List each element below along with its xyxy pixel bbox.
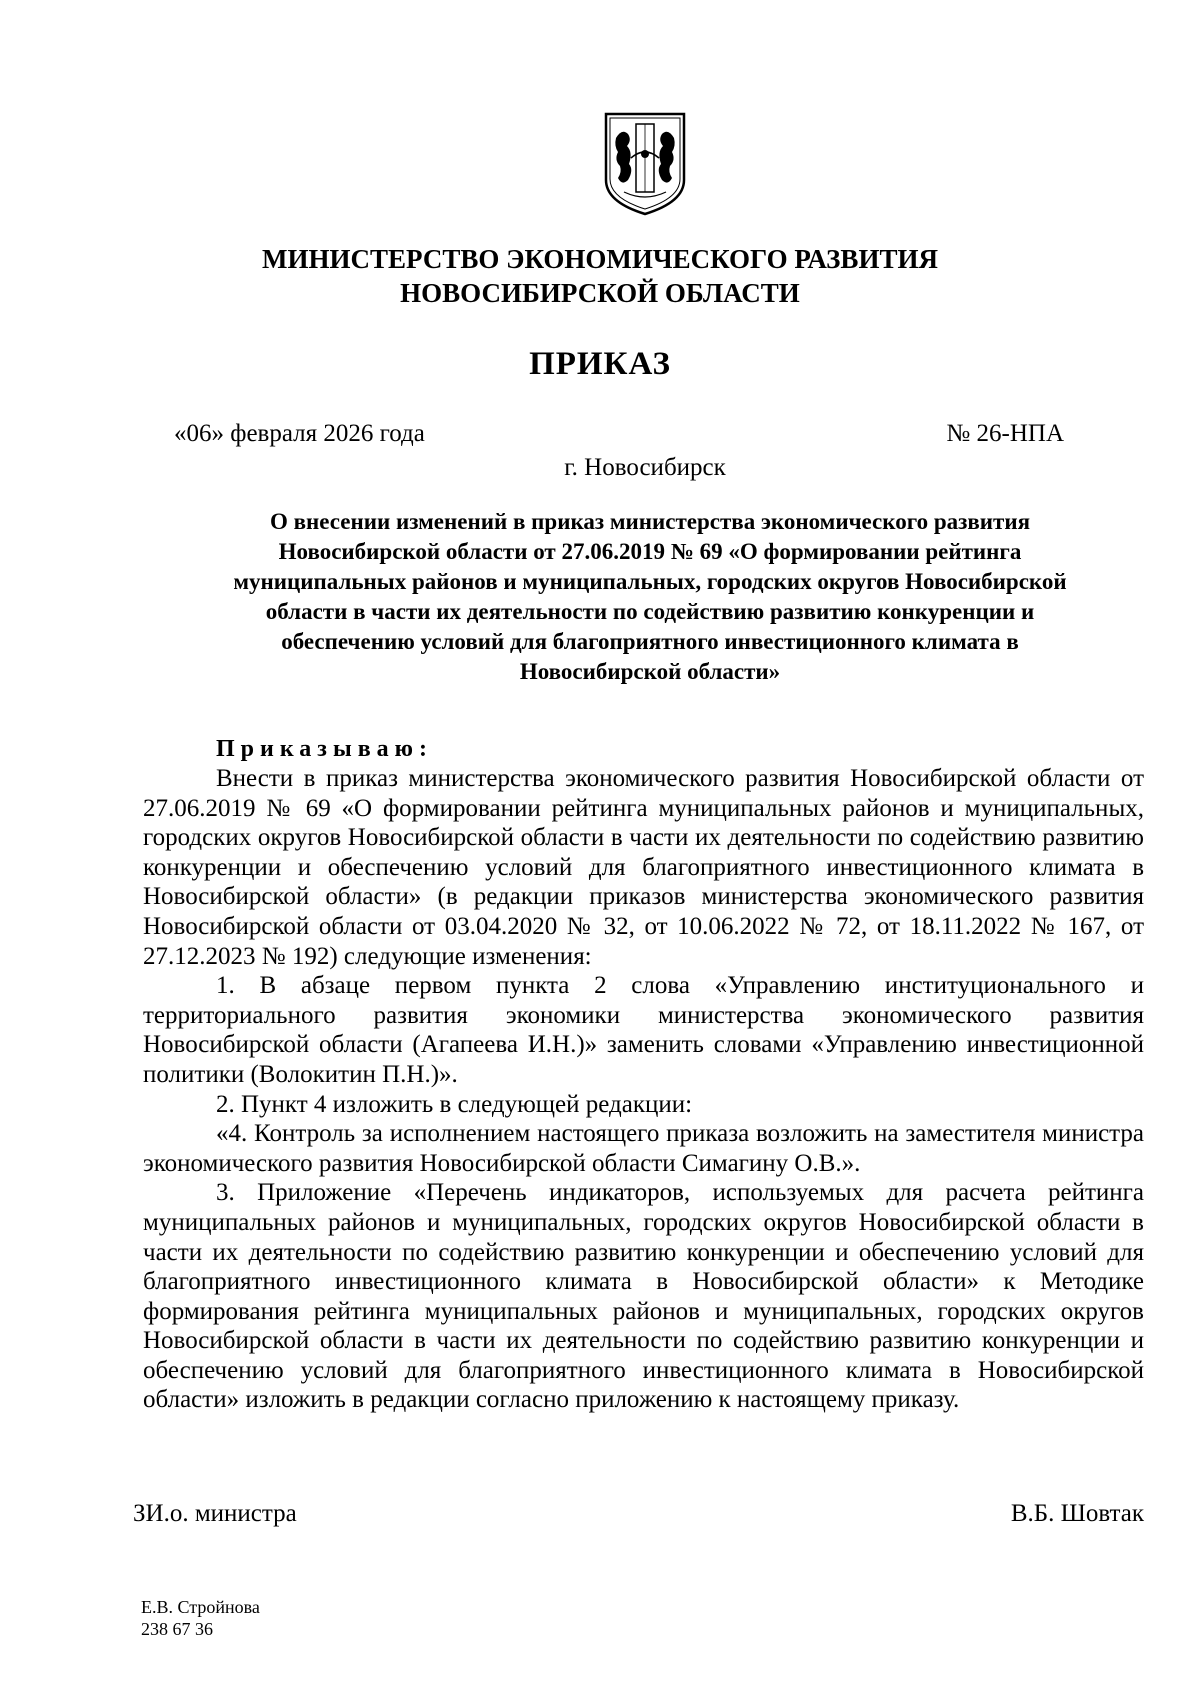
orders-keyword: Приказываю: xyxy=(216,736,433,762)
body-paragraph: Внести в приказ министерства экономического развития Новосибирской области от 27.06.2019 № 69 «О формировании рейтинга муниципальных районов и муниципальных, городских округов Новосибирской области в части их деятельности по содействию развитию конкуренции и обеспечению условий для благоприятного инвестиционного климата в Новосибирской области» (в редакции приказов министерства экономического развития Новосибирской области от 03.04.2020 № 32, от 10.06.2022 № 72, от 18.11.2022 № 167, от 27.12.2023 № 192) следующие изменения: xyxy=(143,765,1144,970)
subject-line: муниципальных районов и муниципальных, городских округов Новосибирской xyxy=(233,569,1067,594)
body-paragraph: «4. Контроль за исполнением настоящего приказа возложить на заместителя министра экономического развития Новосибирской области Симагину О.В.». xyxy=(143,1120,1144,1177)
signatory-role: ЗИ.о. министра xyxy=(133,1500,297,1527)
order-subject xyxy=(160,507,1140,687)
body-paragraph: 2. Пункт 4 изложить в следующей редакции: xyxy=(216,1090,693,1118)
ministry-name-line2: НОВОСИБИРСКОЙ ОБЛАСТИ xyxy=(400,278,800,308)
ministry-name xyxy=(0,242,1200,310)
signatory-name: В.Б. Шовтак xyxy=(1010,1500,1144,1527)
subject-line: О внесении изменений в приказ министерства экономического развития xyxy=(269,509,1031,534)
order-number: № 26-НПА xyxy=(946,420,1064,447)
subject-line: области в части их деятельности по содействию развитию конкуренции и xyxy=(265,599,1035,624)
subject-line: обеспечению условий для благоприятного инвестиционного климата в xyxy=(281,629,1019,654)
subject-line: Новосибирской области» xyxy=(519,659,781,684)
order-body xyxy=(143,764,1144,1415)
order-date: «06» февраля 2026 года xyxy=(174,420,425,447)
body-paragraph: 1. В абзаце первом пункта 2 слова «Управлению институционального и территориального развития экономики министерства экономического развития Новосибирской области (Агапеева И.Н.)» заменить словами «Управлению инвестиционной политики (Волокитин П.Н.)». xyxy=(143,972,1144,1088)
body-paragraph: 3. Приложение «Перечень индикаторов, используемых для расчета рейтинга муниципальных районов и муниципальных, городских округов Новосибирской области в части их деятельности по содействию развитию конкуренции и обеспечению условий для благоприятного инвестиционного климата в Новосибирской области» к Методике формирования рейтинга муниципальных районов и муниципальных, городских округов Новосибирской области в части их деятельности по содействию развитию конкуренции и обеспечению условий для благоприятного инвестиционного климата в Новосибирской области» изложить в редакции согласно приложению к настоящему приказу. xyxy=(143,1179,1144,1414)
subject-line: Новосибирской области от 27.06.2019 № 69 «О формировании рейтинга xyxy=(278,539,1022,564)
coat-of-arms-icon xyxy=(600,110,690,216)
executor-block xyxy=(141,1596,260,1640)
executor-name: Е.В. Стройнова xyxy=(141,1597,260,1617)
ministry-name-line1: МИНИСТЕРСТВО ЭКОНОМИЧЕСКОГО РАЗВИТИЯ xyxy=(262,244,938,274)
document-type-title: ПРИКАЗ xyxy=(529,346,671,382)
order-city: г. Новосибирск xyxy=(564,454,726,481)
executor-phone: 238 67 36 xyxy=(141,1619,213,1639)
